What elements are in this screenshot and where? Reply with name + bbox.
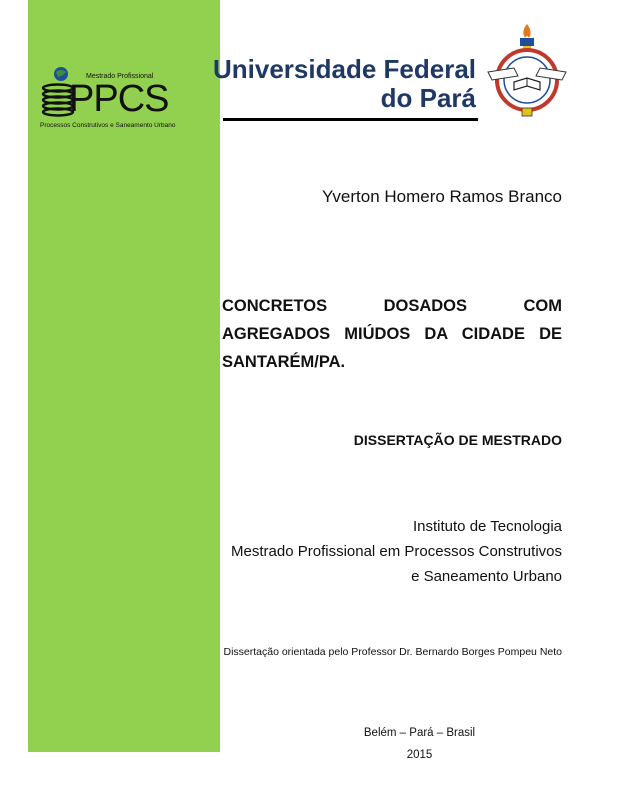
ppcs-acronym: PPCS [69, 78, 169, 120]
author-name: Yverton Homero Ramos Branco [322, 187, 562, 206]
university-crest-icon [484, 22, 570, 118]
title-line2: AGREGADOS MIÚDOS DA CIDADE DE [222, 325, 562, 343]
green-sidebar [28, 0, 220, 752]
ppcs-subtitle: Mestrado Profissional [86, 73, 154, 80]
institution-line1: Instituto de Tecnologia [413, 518, 562, 535]
title-line1: CONCRETOS DOSADOS COM [222, 297, 562, 315]
place-and-year [222, 722, 617, 766]
title-line3: SANTARÉM/PA. [222, 353, 346, 371]
ppcs-full-name: Processos Construtivos e Saneamento Urbano [40, 122, 176, 129]
title-divider [223, 118, 478, 121]
institution-line2: Mestrado Profissional em Processos Construtivos [231, 543, 562, 560]
institution-block [231, 514, 562, 589]
degree-type: DISSERTAÇÃO DE MESTRADO [353, 432, 562, 448]
university-name-line2: do Pará [380, 83, 476, 113]
place: Belém – Pará – Brasil [363, 727, 476, 739]
university-name-line1: Universidade Federal [213, 54, 476, 84]
advisor-note: Dissertação orientada pelo Professor Dr. Bernardo Borges Pompeu Neto [223, 646, 562, 658]
university-name [213, 55, 476, 113]
institution-line3: e Saneamento Urbano [411, 568, 562, 585]
dissertation-title [222, 292, 562, 376]
year: 2015 [406, 749, 433, 761]
